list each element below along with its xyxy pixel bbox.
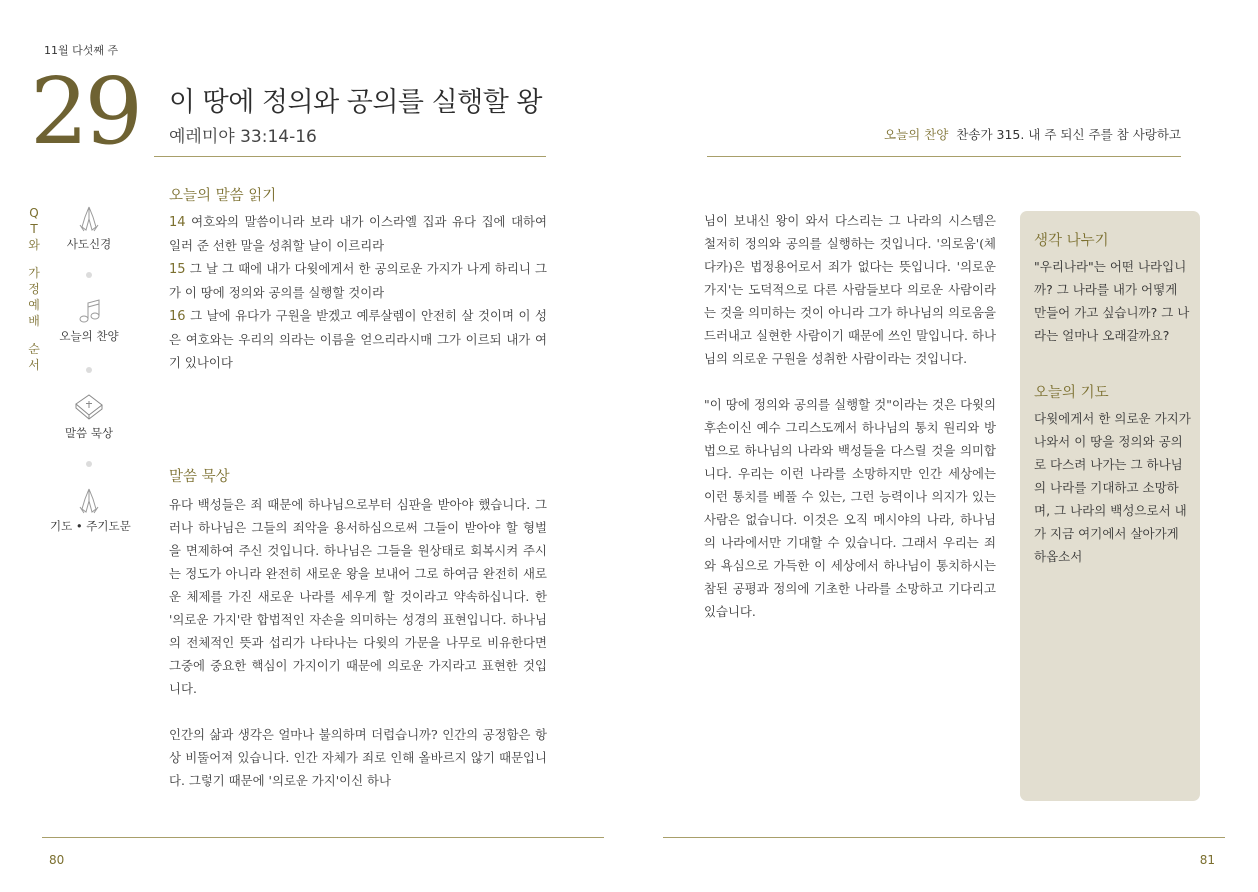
- vertical-char: 배: [28, 314, 40, 328]
- scripture-reference: 예레미야 33:14-16: [169, 127, 317, 147]
- step-hymn: [50, 297, 128, 344]
- sharing-heading: 생각 나누기: [1034, 233, 1109, 249]
- vertical-char: 서: [28, 358, 40, 372]
- hymn-text: 찬송가 315. 내 주 되신 주를 참 사랑하고: [956, 127, 1181, 142]
- step-divider-dot: [86, 461, 92, 467]
- vertical-char: 순: [28, 342, 40, 356]
- prayer-text: 다윗에게서 한 의로운 가지가 나와서 이 땅을 정의와 공의로 다스려 나가는 그 하나님의 나라를 기대하고 소망하며, 그 나라의 백성으로서 내가 지금 여기에서 살아가게 하옵소서: [1034, 411, 1191, 564]
- vertical-char: 예: [28, 298, 40, 312]
- music-note-icon: [74, 297, 104, 325]
- bible-icon: [73, 392, 105, 422]
- verse: [169, 210, 547, 257]
- day-number: 29: [30, 58, 140, 165]
- verse-number: 15: [169, 262, 186, 277]
- verse-text: 그 날에 유다가 구원을 받겠고 예루살렘이 안전히 살 것이며 이 성은 여호와는 우리의 의라는 이름을 얻으리라시매 그가 이르되 내가 여기 있나이다: [169, 308, 547, 370]
- step-label: 말씀 묵상: [64, 426, 114, 440]
- page-title: 이 땅에 정의와 공의를 실행할 왕: [169, 87, 542, 118]
- header-rule-right: [707, 156, 1181, 157]
- meditation-heading: 말씀 묵상: [169, 469, 230, 485]
- footer-rule-right: [663, 837, 1225, 838]
- verse-number: 14: [169, 215, 186, 230]
- paragraph: 인간의 삶과 생각은 얼마나 불의하며 더럽습니까? 인간의 공정함은 항상 비뚤어져 있습니다. 인간 자체가 죄로 인해 올바르지 않기 때문입니다. 그렇기 때문에 '의로운 가지'이신 하나: [169, 727, 547, 788]
- vertical-char: 와: [28, 238, 40, 252]
- vertical-char: Q: [29, 206, 39, 220]
- hymn-label: 오늘의 찬양: [883, 127, 949, 142]
- verse-number: 16: [169, 309, 186, 324]
- meditation-text-left: [169, 493, 547, 792]
- sharing-text: "우리나라"는 어떤 나라입니까? 그 나라를 내가 어떻게 만들어 가고 싶습니까? 그 나라는 얼마나 오래갈까요?: [1034, 259, 1190, 343]
- verse: [169, 304, 547, 374]
- step-label: 기도 • 주기도문: [50, 519, 131, 533]
- vertical-gap: [27, 253, 41, 265]
- prayer-heading: 오늘의 기도: [1034, 385, 1109, 401]
- header-rule-left: [154, 156, 546, 157]
- vertical-char: T: [30, 222, 38, 236]
- praying-hands-icon: [74, 205, 104, 233]
- verse-text: 그 날 그 때에 내가 다윗에게서 한 공의로운 가지가 나게 하리니 그가 이 땅에 정의와 공의를 실행할 것이라: [169, 261, 547, 300]
- step-prayer: [50, 487, 131, 534]
- praying-hands-icon: [74, 487, 104, 515]
- hymn-of-the-day: [884, 125, 1181, 143]
- step-label: 사도신경: [66, 237, 112, 251]
- vertical-char: 가: [28, 266, 40, 280]
- meditation-text-right: [704, 209, 996, 623]
- vertical-char: 정: [28, 282, 40, 296]
- step-apostles-creed: [50, 205, 128, 252]
- step-label: 오늘의 찬양: [59, 329, 119, 343]
- week-label: 11월 다섯째 주: [44, 44, 119, 57]
- vertical-gap: [27, 329, 41, 341]
- paragraph: 유다 백성들은 죄 때문에 하나님으로부터 심판을 받아야 했습니다. 그러나 하나님은 그들의 죄악을 용서하심으로써 그들이 받아야 할 형벌을 면제하여 주신 것입니다. 하나님은 그들을 원상태로 회복시켜 주시는 정도가 아니라 완전히 새로운 왕을 보내어 그로 하여금 완전히 새로운 체제를 가진 새로운 나라를 세우게 할 것이라고 약속하십니다. 한 '의로운 가지'란 합법적인 자손을 의미하는 성경의 표현입니다. 하나님의 전체적인 뜻과 섭리가 나타나는 다윗의 가문을 나무로 비유한다면 그중에 중요한 핵심이 가지이기 때문에 의로운 가지라고 표현한 것입니다.: [169, 497, 547, 696]
- footer-rule-left: [42, 837, 604, 838]
- reading-passage: [169, 210, 547, 374]
- step-divider-dot: [86, 367, 92, 373]
- page-number-right: 81: [1199, 853, 1215, 867]
- verse-text: 여호와의 말씀이니라 보라 내가 이스라엘 집과 유다 집에 대하여 일러 준 선한 말을 성취할 날이 이르리라: [169, 214, 547, 253]
- page-number-left: 80: [49, 853, 65, 867]
- reading-heading: 오늘의 말씀 읽기: [169, 188, 277, 204]
- verse: [169, 257, 547, 304]
- step-meditation: [50, 392, 128, 441]
- reflection-box: [1020, 211, 1200, 801]
- vertical-order-label: [27, 205, 41, 373]
- step-divider-dot: [86, 272, 92, 278]
- paragraph: "이 땅에 정의와 공의를 실행할 것"이라는 것은 다윗의 후손이신 예수 그리스도께서 하나님의 통치 원리와 방법으로 하나님의 나라와 백성들을 다스릴 것을 의미합니다. 우리는 이런 나라를 소망하지만 인간 세상에는 이런 통치를 베풀 수 있는, 그런 능력이나 의지가 있는 사람은 없습니다. 이것은 오직 메시야의 나라, 하나님의 나라에서만 기대할 수 있습니다. 그래서 우리는 죄와 욕심으로 가득한 이 세상에서 하나님이 통치하시는 참된 공평과 정의에 기초한 나라를 소망하고 기다리고 있습니다.: [704, 397, 996, 619]
- paragraph: 님이 보내신 왕이 와서 다스리는 그 나라의 시스템은 철저히 정의와 공의를 실행하는 것입니다. '의로움'(체다카)은 법정용어로서 죄가 없다는 뜻입니다. '의로운 가지'는 도덕적으로 다른 사람들보다 의로운 사람이라는 것을 의미하는 것이 아니라 그가 하나님의 의로움을 드러내고 실현한 사람이기 때문에 쓰인 말입니다. 하나님의 의로운 구원을 성취한 사람이라는 것입니다.: [704, 213, 996, 366]
